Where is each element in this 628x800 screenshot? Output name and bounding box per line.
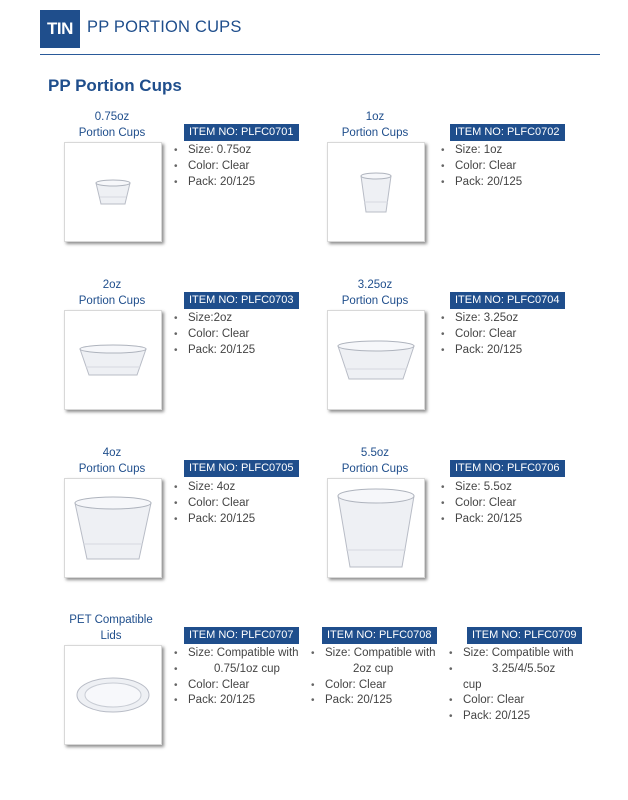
product-image-2oz-cup [64,310,162,410]
item-number-badge: ITEM NO: PLFC0705 [184,460,299,477]
spec-list [441,143,522,190]
spec-item: • Pack: 20/125 [174,175,255,191]
spec-list [449,646,594,725]
product-caption: 5.5oz Portion Cups [341,447,409,475]
spec-item: • Color: Clear [441,327,522,343]
spec-item: • Pack: 20/125 [174,343,255,359]
spec-item: • Size: Compatible with [311,646,451,662]
spec-item: • Pack: 20/125 [441,175,522,191]
spec-item: • Color: Clear [311,678,451,694]
spec-list [174,311,255,358]
spec-item: • Color: Clear [174,159,255,175]
spec-item: 2oz cup [353,662,394,675]
item-number-badge: ITEM NO: PLFC0701 [184,124,299,141]
item-number-badge: ITEM NO: PLFC0707 [184,627,299,644]
spec-item: • Size: 1oz [441,143,522,159]
spec-list [311,646,451,709]
product-image-3.25oz-cup [327,310,425,410]
spec-item: cup [463,678,482,691]
brand-logo: TIN [40,10,80,48]
spec-item: • Size:2oz [174,311,255,327]
spec-item: • 0.75/1oz cup [174,662,314,678]
item-number-badge: ITEM NO: PLFC0708 [322,627,437,644]
spec-list [174,480,255,527]
spec-item: • Pack: 20/125 [174,693,314,709]
spec-item: • 3.25/4/5.5oz [449,662,594,678]
spec-item: • Color: Clear [174,327,255,343]
product-image-0.75oz-cup [64,142,162,242]
product-image-pet-lid [64,645,162,745]
spec-list [441,480,522,527]
product-caption: 2oz Portion Cups [78,279,146,307]
item-number-badge: ITEM NO: PLFC0709 [467,627,582,644]
product-image-5.5oz-cup [327,478,425,578]
spec-item: • Pack: 20/125 [441,343,522,359]
header-divider [40,54,600,55]
product-caption: 1oz Portion Cups [341,111,409,139]
item-number-badge: ITEM NO: PLFC0704 [450,292,565,309]
spec-item: • Size: 4oz [174,480,255,496]
product-caption: 0.75oz Portion Cups [78,111,146,139]
product-caption: 4oz Portion Cups [78,447,146,475]
spec-item: • Size: Compatible with [174,646,314,662]
spec-item: • Pack: 20/125 [441,512,522,528]
product-image-4oz-cup [64,478,162,578]
item-number-badge: ITEM NO: PLFC0706 [450,460,565,477]
product-caption: 3.25oz Portion Cups [341,279,409,307]
spec-item: • Color: Clear [174,496,255,512]
spec-item: • Size: 5.5oz [441,480,522,496]
spec-item: • Color: Clear [441,159,522,175]
page-header [0,0,628,58]
spec-item: • Pack: 20/125 [174,512,255,528]
brand-title: PP PORTION CUPS [87,18,242,36]
page-title: PP Portion Cups [48,76,182,95]
spec-list [174,143,255,190]
spec-item: • Size: Compatible with [449,646,594,662]
item-number-badge: ITEM NO: PLFC0702 [450,124,565,141]
spec-item: • Size: 3.25oz [441,311,522,327]
spec-item: • Color: Clear [449,693,594,709]
product-caption: PET Compatible Lids [69,614,153,642]
spec-item: • Color: Clear [441,496,522,512]
spec-item: • Pack: 20/125 [311,693,451,709]
product-image-1oz-cup [327,142,425,242]
item-number-badge: ITEM NO: PLFC0703 [184,292,299,309]
spec-list [174,646,314,709]
spec-item: • Pack: 20/125 [449,709,594,725]
spec-item: • Size: 0.75oz [174,143,255,159]
spec-list [441,311,522,358]
spec-item: • Color: Clear [174,678,314,694]
